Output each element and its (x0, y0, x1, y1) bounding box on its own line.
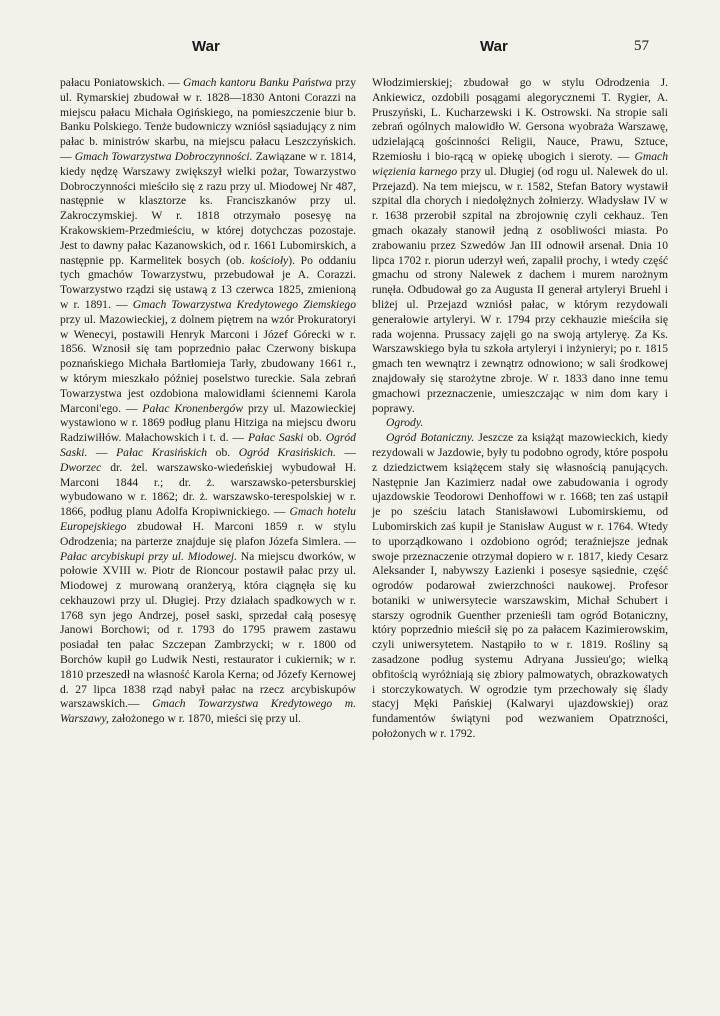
text-run: pałacu Poniatowskich. — (60, 76, 183, 89)
text-run: założonego w r. 1870, mieści się przy ul. (108, 712, 302, 726)
entry-title-krasinski: Pałac Krasińskich (116, 445, 208, 459)
left-column (60, 76, 356, 727)
text-run: przy ul. Mazowieckiej wystawiono w r. 1869 podług planu Hitziga na miejscu dworu Radziwiłłów. Małachowskich i t. d. — (60, 401, 356, 445)
text-run: Na miejscu dworków, w połowie XVIII w. Piotr de Rioncour postawił pałac przy ul. Miodowej z murowaną oranżeryą, która ciągnęła się ku cekhauzowi przy ul. Długiej. Przy działach spadkowych w r. 1768 syn jego Andrzej, poseł saski, sprzedał całą posesyę Janowi Borchowi; od r. 1793 do 1795 prawem zastawu posiadał ten pałac Szczepan Zambrzycki; w r. 1800 od Borchów kupił go Ludwik Nesti, restaurator i cukiernik; w r. 1810 przeszedł na własność Karola Kerna; od Józefy Kernowej d. 27 lipca 1838 rząd nabył pałac na rzecz arcybiskupów warszawskich.— (60, 549, 356, 711)
page-number: 57 (634, 38, 649, 54)
entry-title-hotel: Gmach hotelu Europejskiego (60, 505, 356, 533)
text-run: Zawiązane w r. 1814, kiedy nędzę Warszawy zwiększył wielki pożar, Towarzystwo Dobroczynności mieściło się z razu przy ul. Miodowej Nr 487, następnie w klasztorze ks. Franciszkanów przy ul. Zakroczymskiej. W r. 1818 otrzymało posesyę na Krakowskiem-Przedmieściu, w której dotychczas pozostaje. Jest to dawny pałac Kazanowskich, od r. 1661 Lubomirskich, a następnie pp. Karmelitek bosych (ob. (60, 149, 356, 267)
entry-title-bank: Gmach kantoru Banku Państwa (182, 76, 333, 89)
text-run: przy ul. Rymarskiej zbudował w r. 1828—1830 Antoni Corazzi na miejscu pałacu Michała Ogińskiego, na pomieszczenie biur b. Banku Polskiego. Tenże budowniczy wzniósł sąsiadujący z nim pałac b. ministrów skarbu, na miejscu pałacu Leszczyńskich. — (60, 76, 356, 163)
cross-reference: kościoły (250, 253, 289, 267)
gardens-paragraph (372, 431, 668, 742)
header-mid-title: War (480, 38, 508, 55)
text-run: ob. (207, 445, 239, 459)
section-heading-text: Ogrody. (386, 416, 424, 430)
text-run: — (87, 445, 117, 459)
text-run: Włodzimierskiej; zbudował go w stylu Odrodzenia J. Ankiewicz, ozdobili posągami alegorycznemi T. Rygier, A. Pruszyński, L. Kucharzewski i K. Ostrowski. Na stropie sali zebrań ogólnych malowidło W. Gersona wyobraża Warszawę, udzielającą gościnności Religii, Nauce, Prawu, Sztuce, Rzemiosłu i bio-rącą w opiekę ubogich i sieroty. — (372, 76, 668, 163)
running-header (0, 38, 720, 62)
text-run: ob. (303, 431, 326, 445)
text-run: ). Po oddaniu tych gmachów Towarzystwu, przebudował je A. Corazzi. Towarzystwo rządzi się ustawą z 13 czerwca 1825, zmienioną w r. 1891. — (60, 253, 356, 311)
right-column (372, 76, 668, 742)
text-run: przy ul. Długiej (od rogu ul. Nalewek do ul. Przejazd). Na tem miejscu, w r. 1582, Stefan Batory wystawił szpital dla chorych i niedołężnych żołnierzy. Władysław IV w r. 1638 przerobił szpital na zbrojownię czyli cekhauz. Ten gmach okazały stanowił jedną z osobliwości miasta. Po zrabowaniu przez Szwedów Jan III odnowił arsenał. Dnia 10 lipca 1702 r. piorun uderzył weń, zapalił prochy, i wtedy część gmachu od strony Nalewek z dachem i murem narożnym runęła. Odbudował go za Augusta II generał artyleryi Bruehl i bliżej ul. Przejazd wzniósł pałac, w którym rezydowali generałowie artyleryi. W r. 1794 przy cekhauzie mieściła się rada wojenna. Prussacy zajęli go na swoją artyleryę. Za Ks. Warszawskiego była tu szkoła artyleryi i inżynieryi; po r. 1815 gmach ten wewnątrz i zewnątrz odnowiono; w sali środkowej znajdowały się starożytne zbroje. W r. 1833 dano inne temu gmachowi przeznaczenie, umieszczając w nim dom kary i poprawy. (372, 164, 669, 415)
text-run: Jeszcze za książąt mazowieckich, kiedy rezydowali w Jazdowie, były tu podobno ogrody, które pospołu z dziedzictwem książęcem stały się własnością panujących. Następnie Jan Kazimierz nadał owe zabudowania i ogrody ujazdowskie Teodorowi Denhoffowi w r. 1668; ten zaś ustąpił je po sześciu latach Stanisławowi Lubomirskiemu, od Lubomirskich zaś kupił je Stanisław August w r. 1764. Wtedy to uporządkowano i ozdobiono ogród; teraźniejsze jednak swoje przeznaczenie otrzymał dopiero w r. 1817, kiedy Cesarz Aleksander I, nabywszy Łazienki i posesye sąsiednie, część ogrodów podarował zwierzchności naukowej. Profesor botaniki w uniwersytecie warszawskim, Michał Schubert i starszy ogrodnik Guenther przenieśli tam ogród Botaniczny, który poprzednio mieścił się po za pałacem Kazimierowskim, czyli uniwersytetem. Nastąpiło to w r. 1819. Rośliny są zasadzone podług systemu Adryana Jussieu'go; wielką obfitością wyróżniają się zbiory palmowatych, obrazkowatych i storczykowatych. W ogrodzie tym przechowały się ślady stacyj Męki Pańskiej (Kalwaryi ujazdowskiej) oraz fundamentów świątyni pod wezwaniem Opatrzności, położonych w r. 1792. (372, 431, 668, 741)
section-heading-gardens (372, 416, 668, 431)
entry-title-botanical: Ogród Botaniczny. (386, 431, 475, 445)
header-left-title: War (192, 38, 220, 55)
entry-title-credit: Gmach Towarzystwa Kredytowego Ziemskiego (132, 297, 357, 311)
right-paragraph (372, 76, 668, 416)
cross-reference: Ogród Saski. (60, 431, 356, 459)
text-run: przy ul. Mazowieckiej, z dolnem piętrem na wzór Prokuratoryi w Wenecyi, postawili Henryk Marconi i Józef Górecki w r. 1856. Wznosił się tam poprzednio pałac Czerwony biskupa poznańskiego Michała Bartłomieja Tarły, zbudowany 1661 r., w którym mieszkało później poselstwo tureckie. Sala zebrań Towarzystwa jest ozdobiona malowidłami ściennemi Karola Marconi'ego. — (60, 312, 356, 415)
entry-title-dworzec: Dworzec (60, 460, 102, 474)
text-run: dr. żel. warszawsko-wiedeńskiej wybudował H. Marconi 1844 r.; dr. ż. warszawsko-petersburskiej wybudowano w r. 1862; dr. ż. warszawsko-terespolskiej w r. 1866, podług planu Adolfa Kropiwnickiego. — (60, 460, 356, 519)
left-paragraph (60, 76, 356, 727)
cross-reference: Ogród Krasińskich. (238, 445, 336, 459)
entry-title-prison: Gmach więzienia karnego (372, 149, 668, 178)
entry-title-city-credit: Gmach Towarzystwa Kredytowego m. Warszawy, (60, 697, 356, 726)
text-run: zbudował H. Marconi 1859 r. w stylu Odrodzenia; na parterze znajduje się plafon Józefa Simlera. — (60, 519, 356, 548)
entry-title-saski: Pałac Saski (247, 431, 304, 445)
entry-title-archbishop: Pałac arcybiskupi przy ul. Miodowej. (60, 549, 237, 563)
entry-title-charity: Gmach Towarzystwa Dobroczynności. (74, 149, 253, 163)
text-run: — (335, 445, 357, 459)
entry-title-kronenberg: Pałac Kronenbergów (142, 401, 244, 415)
